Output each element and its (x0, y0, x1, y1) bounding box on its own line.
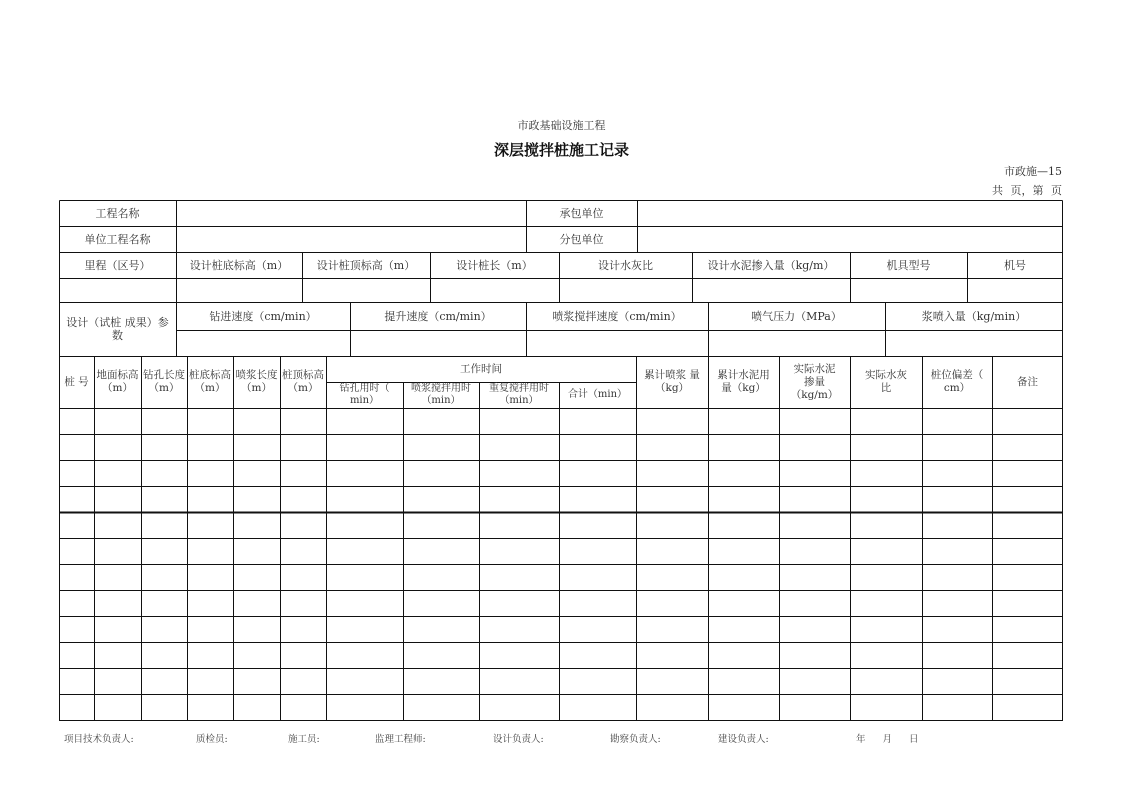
label-design-pile-length: 设计桩长（m） (456, 258, 533, 272)
table-cell[interactable] (403, 590, 479, 616)
header-deviation: 桩位偏差（ cm） (930, 369, 984, 394)
table-cell[interactable] (992, 434, 1063, 460)
table-cell[interactable] (779, 694, 850, 720)
table-cell[interactable] (403, 538, 479, 564)
table-cell[interactable] (992, 408, 1063, 434)
table-cell[interactable] (922, 564, 992, 590)
table-cell[interactable] (922, 616, 992, 642)
table-cell[interactable] (559, 434, 636, 460)
table-cell[interactable] (326, 538, 403, 564)
table-cell[interactable] (141, 564, 187, 590)
form-number: 市政施—15 (1004, 165, 1062, 178)
table-cell[interactable] (187, 408, 233, 434)
label-design-bottom-elev: 设计桩底标高（m） (189, 258, 289, 272)
table-cell[interactable] (479, 434, 559, 460)
table-cell[interactable] (708, 642, 779, 668)
table-cell[interactable] (850, 538, 922, 564)
label-spray-mix-speed: 喷浆搅拌速度（cm/min） (552, 309, 682, 323)
table-cell[interactable] (59, 642, 94, 668)
table-cell[interactable] (326, 616, 403, 642)
table-cell[interactable] (141, 668, 187, 694)
table-cell[interactable] (59, 434, 94, 460)
table-cell[interactable] (559, 460, 636, 486)
table-cell[interactable] (479, 408, 559, 434)
table-cell[interactable] (280, 512, 326, 538)
table-cell[interactable] (559, 616, 636, 642)
signature-footer (0, 731, 1123, 745)
table-cell[interactable] (141, 512, 187, 538)
table-cell[interactable] (403, 408, 479, 434)
table-cell[interactable] (280, 434, 326, 460)
table-cell[interactable] (187, 538, 233, 564)
table-cell[interactable] (403, 616, 479, 642)
table-cell[interactable] (850, 564, 922, 590)
table-cell[interactable] (326, 512, 403, 538)
table-cell[interactable] (326, 486, 403, 512)
table-cell[interactable] (708, 408, 779, 434)
table-cell[interactable] (141, 460, 187, 486)
label-mileage: 里程（区号） (84, 258, 151, 272)
table-cell[interactable] (187, 616, 233, 642)
table-cell[interactable] (708, 486, 779, 512)
table-cell[interactable] (708, 616, 779, 642)
table-cell[interactable] (59, 512, 94, 538)
header-total-time: 合计（min） (567, 389, 628, 400)
table-cell[interactable] (779, 512, 850, 538)
table-cell[interactable] (141, 434, 187, 460)
record-table (59, 200, 1063, 721)
table-cell[interactable] (479, 564, 559, 590)
table-cell[interactable] (59, 694, 94, 720)
table-cell[interactable] (636, 460, 708, 486)
field-project-name[interactable] (176, 200, 526, 226)
table-cell[interactable] (59, 460, 94, 486)
table-cell[interactable] (280, 694, 326, 720)
table-cell[interactable] (59, 486, 94, 512)
field-design-cement-content[interactable] (692, 278, 850, 302)
table-cell[interactable] (850, 408, 922, 434)
table-cell[interactable] (59, 590, 94, 616)
sign-design-lead: 设计负责人: (493, 734, 544, 745)
table-cell[interactable] (636, 486, 708, 512)
header-pile-top-elev: 桩顶标高（m） (282, 369, 324, 394)
table-cell[interactable] (233, 590, 280, 616)
table-cell[interactable] (850, 642, 922, 668)
table-cell[interactable] (233, 512, 280, 538)
table-cell[interactable] (187, 642, 233, 668)
header-remix-time: 重复搅拌用时（min） (489, 383, 549, 406)
table-cell[interactable] (992, 616, 1063, 642)
table-cell[interactable] (636, 434, 708, 460)
table-cell[interactable] (850, 590, 922, 616)
header-drill-time: 钻孔用时（ min） (339, 383, 390, 406)
table-cell[interactable] (922, 642, 992, 668)
label-machine-no: 机号 (1004, 258, 1026, 272)
table-cell[interactable] (326, 642, 403, 668)
table-cell[interactable] (559, 694, 636, 720)
table-cell[interactable] (59, 538, 94, 564)
table-cell[interactable] (94, 590, 141, 616)
table-cell[interactable] (922, 512, 992, 538)
header-work-time: 工作时间 (460, 362, 502, 375)
table-cell[interactable] (403, 486, 479, 512)
table-cell[interactable] (992, 460, 1063, 486)
table-cell[interactable] (94, 642, 141, 668)
table-cell[interactable] (922, 434, 992, 460)
label-trial-params: 设计（试桩 成果）参数 (66, 316, 169, 342)
table-cell[interactable] (233, 460, 280, 486)
table-cell[interactable] (187, 564, 233, 590)
sign-quality-inspector: 质检员: (196, 734, 228, 745)
table-cell[interactable] (187, 668, 233, 694)
table-cell[interactable] (326, 668, 403, 694)
form-subtitle: 市政基础设施工程 (517, 119, 606, 132)
field-lift-speed[interactable] (350, 330, 526, 356)
table-cell[interactable] (141, 538, 187, 564)
table-cell[interactable] (850, 694, 922, 720)
table-cell[interactable] (280, 486, 326, 512)
table-cell[interactable] (992, 642, 1063, 668)
table-cell[interactable] (779, 642, 850, 668)
table-cell[interactable] (280, 642, 326, 668)
table-cell[interactable] (779, 434, 850, 460)
table-cell[interactable] (187, 434, 233, 460)
table-cell[interactable] (94, 538, 141, 564)
table-cell[interactable] (233, 434, 280, 460)
table-cell[interactable] (559, 564, 636, 590)
table-cell[interactable] (280, 590, 326, 616)
label-drill-speed: 钻进速度（cm/min） (209, 309, 317, 323)
table-cell[interactable] (233, 538, 280, 564)
table-cell[interactable] (479, 512, 559, 538)
table-cell[interactable] (326, 460, 403, 486)
table-cell[interactable] (636, 642, 708, 668)
table-cell[interactable] (992, 486, 1063, 512)
label-lift-speed: 提升速度（cm/min） (384, 309, 492, 323)
table-cell[interactable] (280, 460, 326, 486)
header-actual-cement: 实际水泥掺量（kg/m） (790, 362, 839, 401)
table-cell[interactable] (850, 434, 922, 460)
table-cell[interactable] (187, 486, 233, 512)
table-cell[interactable] (141, 590, 187, 616)
table-cell[interactable] (479, 694, 559, 720)
field-machine-model[interactable] (850, 278, 967, 302)
field-machine-no[interactable] (967, 278, 1063, 302)
page-counter: 共 页，第 页 (992, 184, 1062, 197)
table-cell[interactable] (233, 486, 280, 512)
table-cell[interactable] (59, 564, 94, 590)
table-cell[interactable] (326, 408, 403, 434)
table-cell[interactable] (992, 538, 1063, 564)
header-cum-cement: 累计水泥用量（kg） (717, 369, 770, 394)
label-machine-model: 机具型号 (886, 258, 931, 272)
field-slurry-rate[interactable] (885, 330, 1063, 356)
table-cell[interactable] (187, 460, 233, 486)
label-design-cement-content: 设计水泥掺入量（kg/m） (707, 258, 835, 272)
table-cell[interactable] (922, 590, 992, 616)
label-air-pressure: 喷气压力（MPa） (751, 309, 842, 323)
table-cell[interactable] (992, 512, 1063, 538)
sign-tech-lead: 项目技术负责人: (64, 734, 134, 745)
table-cell[interactable] (141, 694, 187, 720)
table-cell[interactable] (708, 460, 779, 486)
table-cell[interactable] (636, 694, 708, 720)
field-mileage[interactable] (59, 278, 176, 302)
header-pile-no: 桩 号 (64, 375, 89, 388)
label-subcontractor: 分包单位 (559, 232, 604, 246)
table-cell[interactable] (94, 408, 141, 434)
form-title: 深层搅拌桩施工记录 (493, 141, 629, 159)
field-contractor[interactable] (637, 200, 1063, 226)
table-cell[interactable] (233, 642, 280, 668)
table-cell[interactable] (850, 512, 922, 538)
table-cell[interactable] (559, 408, 636, 434)
table-cell[interactable] (559, 590, 636, 616)
table-cell[interactable] (850, 668, 922, 694)
table-cell[interactable] (94, 486, 141, 512)
table-cell[interactable] (922, 668, 992, 694)
header-actual-wc: 实际水灰比 (865, 369, 907, 394)
table-cell[interactable] (403, 642, 479, 668)
table-cell[interactable] (559, 486, 636, 512)
field-design-wc-ratio[interactable] (559, 278, 692, 302)
table-cell[interactable] (779, 460, 850, 486)
table-cell[interactable] (403, 434, 479, 460)
table-cell[interactable] (280, 564, 326, 590)
table-cell[interactable] (636, 616, 708, 642)
table-cell[interactable] (479, 642, 559, 668)
header-spray-length: 喷浆长度（m） (235, 369, 278, 394)
table-cell[interactable] (850, 486, 922, 512)
table-cell[interactable] (187, 694, 233, 720)
header-pile-bottom-elev: 桩底标高（m） (189, 369, 231, 394)
label-design-top-elev: 设计桩顶标高（m） (316, 258, 416, 272)
field-unit-project[interactable] (176, 226, 526, 252)
table-cell[interactable] (708, 434, 779, 460)
table-cell[interactable] (326, 694, 403, 720)
table-cell[interactable] (992, 564, 1063, 590)
table-cell[interactable] (403, 564, 479, 590)
table-cell[interactable] (233, 616, 280, 642)
table-cell[interactable] (708, 538, 779, 564)
table-cell[interactable] (403, 512, 479, 538)
table-cell[interactable] (779, 590, 850, 616)
table-cell[interactable] (94, 694, 141, 720)
field-drill-speed[interactable] (176, 330, 350, 356)
label-unit-project: 单位工程名称 (84, 232, 151, 246)
field-air-pressure[interactable] (708, 330, 885, 356)
table-cell[interactable] (479, 668, 559, 694)
table-cell[interactable] (94, 460, 141, 486)
table-cell[interactable] (559, 512, 636, 538)
table-cell[interactable] (479, 616, 559, 642)
table-cell[interactable] (94, 434, 141, 460)
table-cell[interactable] (233, 694, 280, 720)
table-cell[interactable] (94, 512, 141, 538)
table-cell[interactable] (141, 486, 187, 512)
table-cell[interactable] (187, 512, 233, 538)
sign-survey-lead: 勘察负责人: (610, 734, 661, 745)
table-cell[interactable] (992, 590, 1063, 616)
field-design-top-elev[interactable] (302, 278, 430, 302)
table-cell[interactable] (922, 694, 992, 720)
label-contractor: 承包单位 (559, 206, 604, 220)
table-cell[interactable] (141, 642, 187, 668)
table-cell[interactable] (992, 694, 1063, 720)
sign-construction-lead: 建设负责人: (718, 734, 769, 745)
table-cell[interactable] (280, 538, 326, 564)
table-cell[interactable] (280, 616, 326, 642)
table-cell[interactable] (59, 616, 94, 642)
table-cell[interactable] (992, 668, 1063, 694)
label-design-wc-ratio: 设计水灰比 (598, 258, 653, 272)
table-cell[interactable] (94, 616, 141, 642)
field-design-pile-length[interactable] (430, 278, 559, 302)
table-cell[interactable] (922, 408, 992, 434)
table-cell[interactable] (922, 538, 992, 564)
table-cell[interactable] (479, 486, 559, 512)
table-cell[interactable] (59, 408, 94, 434)
table-cell[interactable] (636, 590, 708, 616)
table-cell[interactable] (403, 668, 479, 694)
table-cell[interactable] (141, 408, 187, 434)
sign-builder: 施工员: (288, 734, 320, 745)
label-project-name: 工程名称 (95, 206, 140, 220)
table-cell[interactable] (559, 642, 636, 668)
table-cell[interactable] (233, 408, 280, 434)
table-cell[interactable] (779, 408, 850, 434)
table-cell[interactable] (708, 694, 779, 720)
table-cell[interactable] (233, 564, 280, 590)
sign-date: 年 月 日 (856, 734, 919, 745)
table-cell[interactable] (559, 538, 636, 564)
field-spray-mix-speed[interactable] (526, 330, 708, 356)
table-cell[interactable] (708, 512, 779, 538)
table-cell[interactable] (779, 616, 850, 642)
table-cell[interactable] (636, 668, 708, 694)
table-cell[interactable] (280, 408, 326, 434)
table-cell[interactable] (326, 564, 403, 590)
table-cell[interactable] (779, 538, 850, 564)
table-cell[interactable] (59, 668, 94, 694)
table-cell[interactable] (479, 590, 559, 616)
table-cell[interactable] (779, 486, 850, 512)
label-slurry-rate: 浆喷入量（kg/min） (921, 309, 1027, 323)
table-cell[interactable] (636, 408, 708, 434)
table-cell[interactable] (94, 668, 141, 694)
header-ground-elev: 地面标高（m） (96, 369, 139, 394)
header-remarks: 备注 (1017, 375, 1038, 388)
table-cell[interactable] (708, 564, 779, 590)
table-cell[interactable] (141, 616, 187, 642)
table-cell[interactable] (233, 668, 280, 694)
header-spray-mix-time: 喷浆搅拌用时（min） (411, 383, 471, 406)
table-cell[interactable] (779, 668, 850, 694)
table-cell[interactable] (559, 668, 636, 694)
header-drill-length: 钻孔长度（m） (143, 369, 185, 394)
table-cell[interactable] (708, 668, 779, 694)
table-cell[interactable] (326, 434, 403, 460)
table-cell[interactable] (922, 460, 992, 486)
table-cell[interactable] (636, 512, 708, 538)
table-cell[interactable] (779, 564, 850, 590)
header-cum-spray: 累计喷浆 量（kg） (644, 369, 700, 394)
table-cell[interactable] (403, 694, 479, 720)
field-subcontractor[interactable] (637, 226, 1063, 252)
table-cell[interactable] (479, 460, 559, 486)
table-cell[interactable] (850, 616, 922, 642)
table-cell[interactable] (922, 486, 992, 512)
table-cell[interactable] (187, 590, 233, 616)
sign-supervisor: 监理工程师: (375, 734, 426, 745)
table-cell[interactable] (403, 460, 479, 486)
table-cell[interactable] (636, 564, 708, 590)
table-cell[interactable] (708, 590, 779, 616)
table-cell[interactable] (326, 590, 403, 616)
table-cell[interactable] (94, 564, 141, 590)
table-cell[interactable] (479, 538, 559, 564)
table-cell[interactable] (280, 668, 326, 694)
table-cell[interactable] (636, 538, 708, 564)
table-cell[interactable] (850, 460, 922, 486)
field-design-bottom-elev[interactable] (176, 278, 302, 302)
